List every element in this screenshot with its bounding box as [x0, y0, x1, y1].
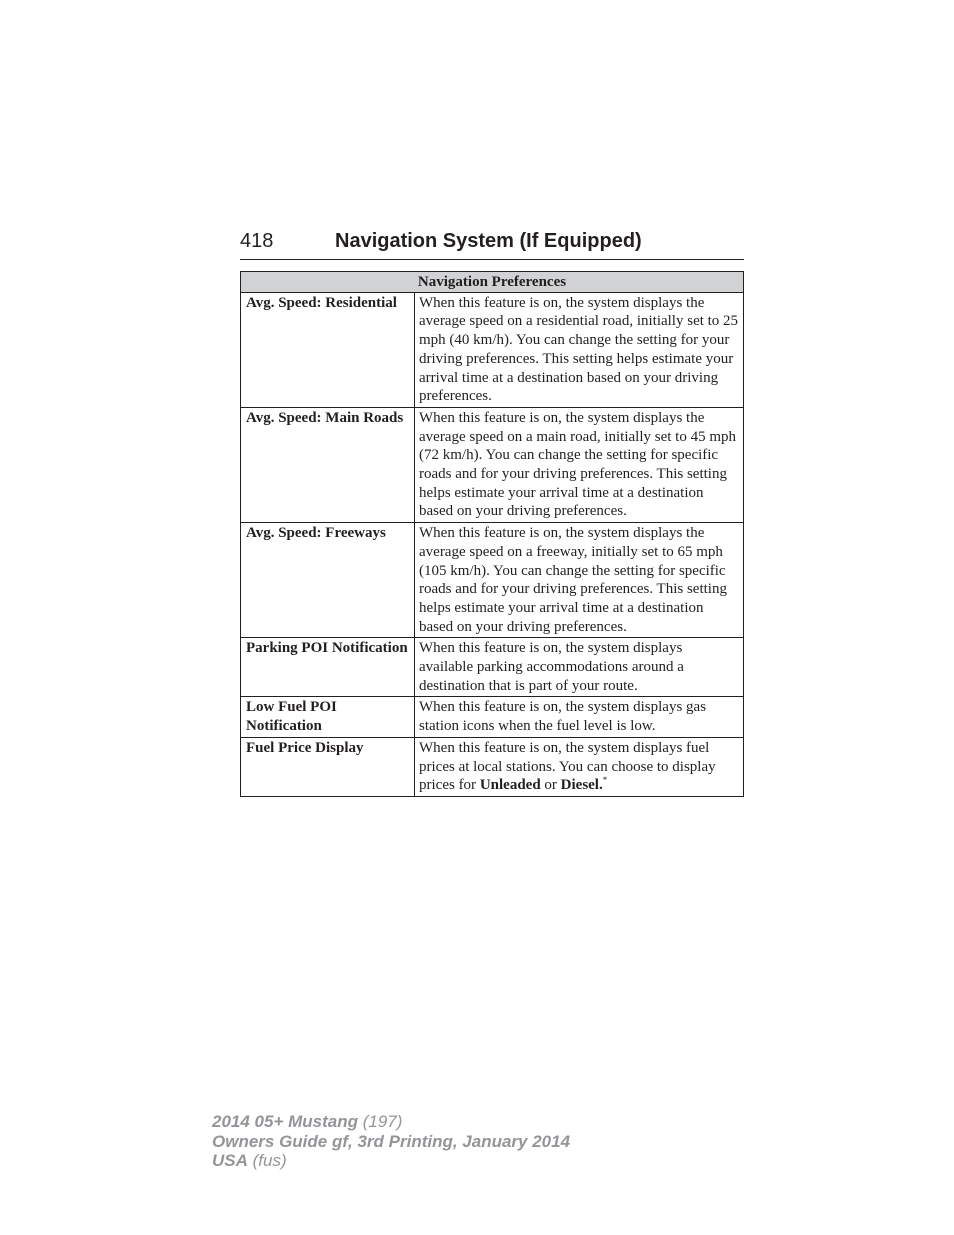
table-row: [241, 697, 744, 737]
option-diesel: Diesel.: [560, 777, 603, 794]
table-row: [241, 407, 744, 522]
footer-line-model: [212, 1112, 570, 1132]
table-row: [241, 638, 744, 697]
table-row: [241, 737, 744, 796]
setting-name: Low Fuel POI Notification: [241, 697, 415, 737]
page-header: [240, 229, 744, 260]
footer-model: 2014 05+ Mustang: [212, 1112, 358, 1131]
description-text: When this feature is on, the system displays fuel prices at local stations. You can choose to display prices for: [419, 739, 716, 794]
setting-name: Parking POI Notification: [241, 638, 415, 697]
footnote-mark: *: [602, 775, 608, 786]
footer-market-code: (fus): [247, 1151, 287, 1170]
connector-text: or: [540, 777, 561, 794]
setting-description: When this feature is on, the system displays available parking accommodations around a destination that is part of your route.: [415, 638, 744, 697]
print-footer: [212, 1112, 570, 1171]
setting-name: Avg. Speed: Freeways: [241, 523, 415, 638]
footer-model-code: (197): [358, 1112, 403, 1131]
setting-description: When this feature is on, the system displays the average speed on a freeway, initially set to 65 mph (105 km/h). You can change the setting for specific roads and for your driving preferences. This setting helps estimate your arrival time at a destination based on your driving preferences.: [415, 523, 744, 638]
page-number: 418: [240, 230, 274, 252]
table-row: [241, 523, 744, 638]
table-caption: Navigation Preferences: [241, 272, 744, 293]
setting-name: Avg. Speed: Residential: [241, 292, 415, 407]
section-title: Navigation System (If Equipped): [335, 230, 642, 252]
footer-line-printing: Owners Guide gf, 3rd Printing, January 2014: [212, 1131, 571, 1151]
navigation-preferences-table: [240, 271, 744, 797]
setting-name: Avg. Speed: Main Roads: [241, 407, 415, 522]
setting-description: [415, 737, 744, 796]
footer-market: USA: [212, 1151, 248, 1170]
setting-name: Fuel Price Display: [241, 737, 415, 796]
setting-description: When this feature is on, the system displays the average speed on a residential road, initially set to 25 mph (40 km/h). You can change the setting for your driving preferences. This setting helps estimate your arrival time at a destination based on your driving preferences.: [415, 292, 744, 407]
option-unleaded: Unleaded: [479, 777, 541, 794]
table-row: [241, 292, 744, 407]
table-header-row: [241, 272, 744, 293]
footer-line-market: [212, 1151, 570, 1171]
setting-description: When this feature is on, the system displays the average speed on a main road, initially set to 45 mph (72 km/h). You can change the setting for specific roads and for your driving preferences. This setting helps estimate your arrival time at a destination based on your driving preferences.: [415, 407, 744, 522]
setting-description: When this feature is on, the system displays gas station icons when the fuel level is low.: [415, 697, 744, 737]
